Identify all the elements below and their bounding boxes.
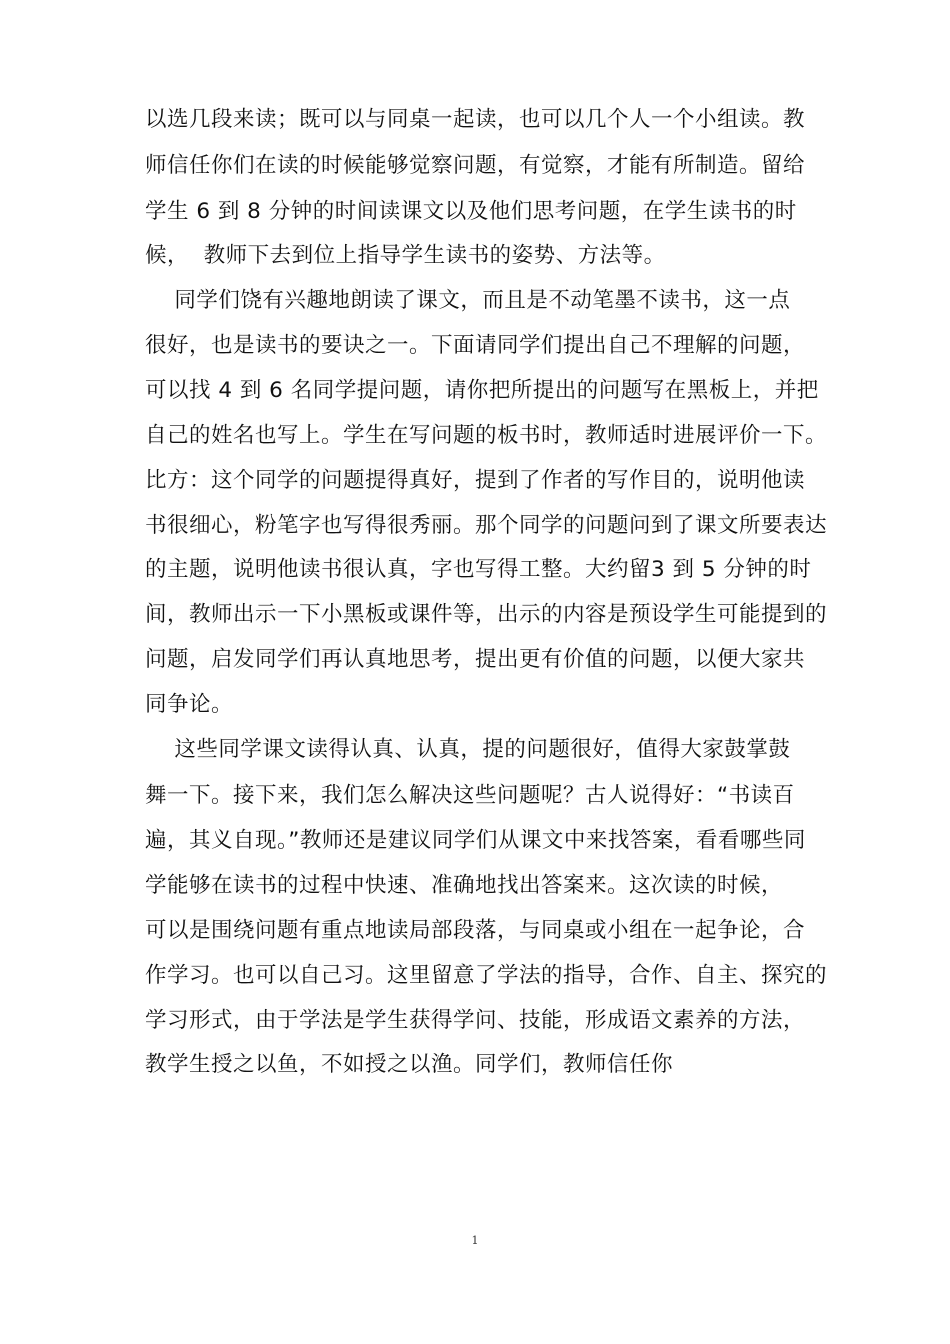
text-line: 候， 教师下去到位上指导学生读书的姿势、方法等。 (145, 243, 666, 268)
text-line: 作学习。也可以自己习。这里留意了学法的指导，合作、自主、探究的 (145, 963, 828, 988)
text-line: 很好，也是读书的要诀之一。下面请同学们提出自己不理解的问题， (145, 333, 806, 358)
text-line: 可以是围绕问题有重点地读局部段落，与同桌或小组在一起争论，合 (145, 918, 806, 943)
text-line: 问题，启发同学们再认真地思考，提出更有价值的问题，以便大家共 (145, 647, 806, 672)
text-line: 遍，其义自现。”教师还是建议同学们从课文中来找答案，看看哪些同 (145, 828, 806, 853)
text-line: 的主题，说明他读书很认真，字也写得工整。大约留3 到 5 分钟的时 (145, 557, 812, 582)
text-line: 书很细心，粉笔字也写得很秀丽。那个同学的问题问到了课文所要表达 (145, 513, 828, 538)
text-line: 自己的姓名也写上。学生在写问题的板书时，教师适时进展评价一下。 (145, 423, 828, 448)
page-number: 1 (471, 1234, 479, 1247)
text-line: 学能够在读书的过程中快速、准确地找出答案来。这次读的时候， (145, 873, 784, 898)
text-line: 间，教师出示一下小黑板或课件等，出示的内容是预设学生可能提到的 (145, 602, 828, 627)
text-line: 教学生授之以鱼，不如授之以渔。同学们，教师信任你 (145, 1052, 674, 1077)
text-line: 师信任你们在读的时候能够觉察问题，有觉察，才能有所制造。留给 (145, 153, 806, 178)
text-line: 可以找 4 到 6 名同学提问题，请你把所提出的问题写在黑板上，并把 (145, 378, 819, 403)
text-line: 以选几段来读；既可以与同桌一起读，也可以几个人一个小组读。教 (145, 107, 806, 132)
text-line: 同争论。 (145, 692, 234, 717)
text-line: 舞一下。接下来，我们怎么解决这些问题呢？古人说得好：“书读百 (145, 783, 795, 808)
text-line: 比方：这个同学的问题提得真好，提到了作者的写作目的，说明他读 (145, 468, 806, 493)
text-line: 这些同学课文读得认真、认真，提的问题很好，值得大家鼓掌鼓 (145, 737, 791, 762)
text-line: 同学们饶有兴趣地朗读了课文，而且是不动笔墨不读书，这一点 (145, 288, 791, 313)
text-line: 学生 6 到 8 分钟的时间读课文以及他们思考问题，在学生读书的时 (145, 199, 797, 224)
text-line: 学习形式，由于学法是学生获得学问、技能，形成语文素养的方法， (145, 1008, 806, 1033)
